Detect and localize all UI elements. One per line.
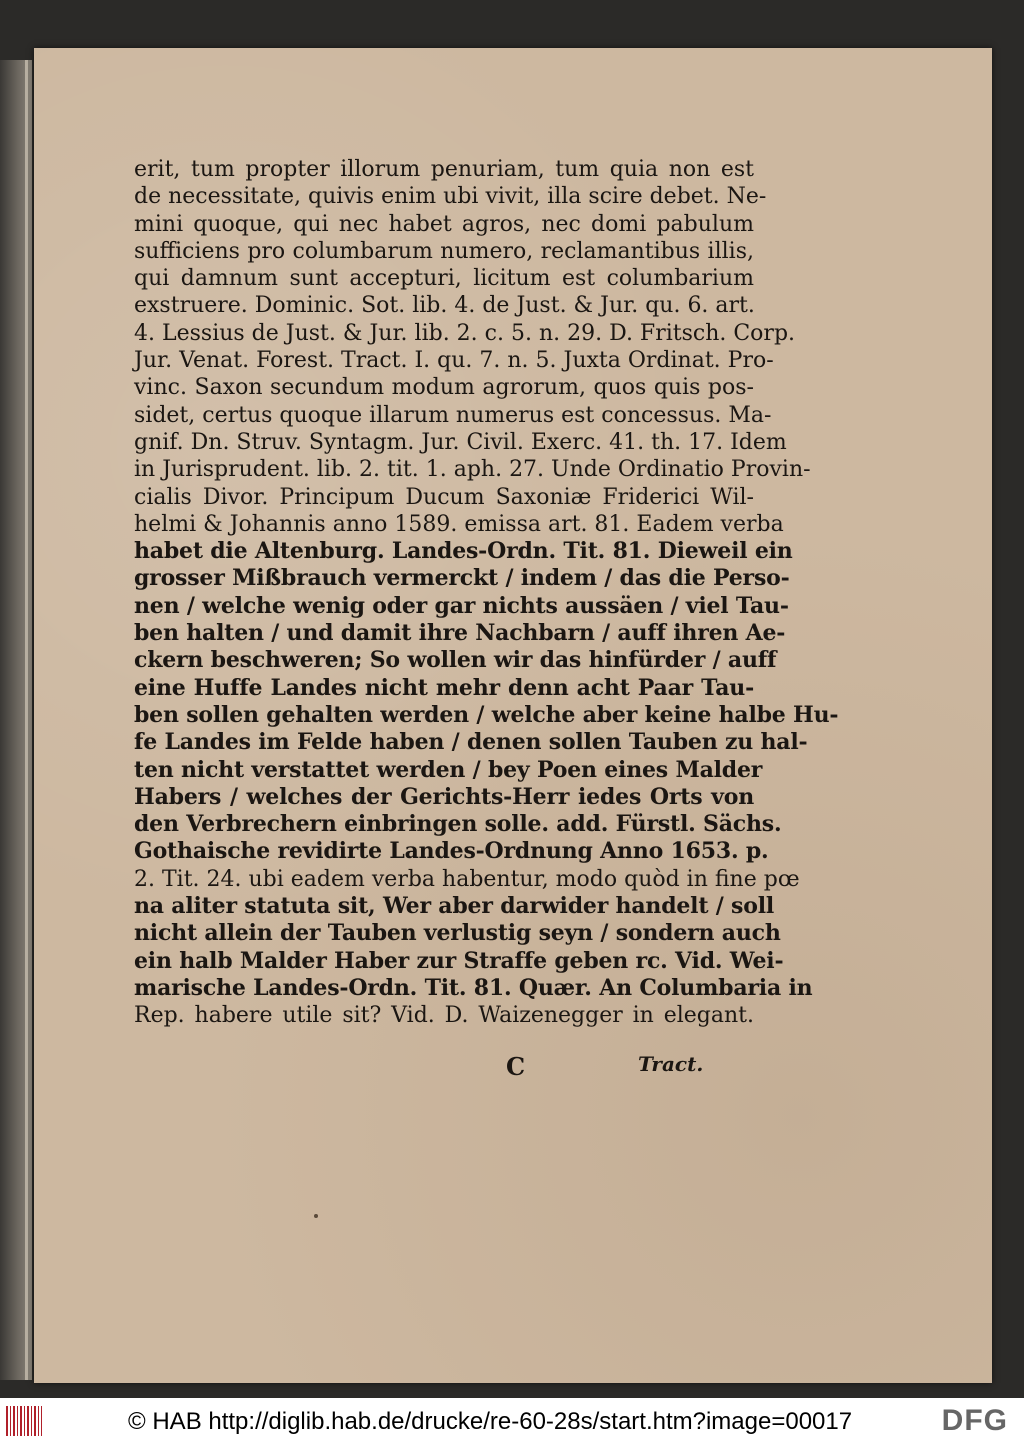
text-line: sufficiens pro columbarum numero, reclamantibus illis, — [134, 238, 754, 264]
text-line: helmi & Johannis anno 1589. emissa art. 81. Eadem verba — [134, 511, 784, 537]
signature-mark: C — [506, 1052, 526, 1081]
text-line: nen / welche wenig oder gar nichts aussäen / viel Tau- — [134, 592, 789, 619]
text-line: grosser Mißbrauch vermerckt / indem / das die Perso- — [134, 565, 790, 592]
text-line: eine Huffe Landes nicht mehr denn acht Paar Tau- — [134, 674, 754, 701]
book-page — [34, 48, 992, 1383]
text-line: na aliter statuta sit, Wer aber darwider handelt / soll — [134, 893, 775, 920]
text-line: erit, tum propter illorum penuriam, tum quia non est — [134, 157, 754, 182]
text-line: gnif. Dn. Struv. Syntagm. Jur. Civil. Exerc. 41. th. 17. Idem — [134, 429, 787, 455]
barcode-icon — [6, 1406, 42, 1436]
text-line: mini quoque, qui nec habet agros, nec domi pabulum — [134, 211, 754, 237]
text-line: ckern beschweren; So wollen wir das hinfürder / auff — [134, 647, 777, 674]
text-line: ten nicht verstattet werden / bey Poen eines Malder — [134, 756, 763, 783]
text-line: ben halten / und damit ihre Nachbarn / auff ihren Ae- — [134, 620, 786, 647]
text-line: den Verbrechern einbringen solle. add. Fürstl. Sächs. — [134, 811, 782, 838]
text-line: exstruere. Dominic. Sot. lib. 4. de Just. & Jur. qu. 6. art. — [134, 293, 755, 319]
text-line: 4. Lessius de Just. & Jur. lib. 2. c. 5. n. 29. D. Fritsch. Corp. — [134, 320, 796, 346]
text-line: Rep. habere utile sit? Vid. D. Waizenegger in elegant. — [134, 1003, 754, 1029]
text-line: ein halb Malder Haber zur Straffe geben rc. Vid. Wei- — [134, 947, 784, 974]
text-line: sidet, certus quoque illarum numerus est concessus. Ma- — [134, 402, 772, 428]
text-line: Jur. Venat. Forest. Tract. I. qu. 7. n. 5. Juxta Ordinat. Pro- — [134, 348, 774, 374]
dfg-logo: DFG — [941, 1404, 1008, 1437]
text-line: Habers / welches der Gerichts-Herr iedes Orts von — [134, 783, 754, 810]
adjacent-page-edge — [0, 60, 32, 1380]
text-line: marische Landes-Ordn. Tit. 81. Quær. An Columbaria in — [134, 974, 813, 1001]
page-text — [134, 156, 839, 1030]
footer-bar — [0, 1398, 1024, 1446]
catchword: Tract. — [638, 1052, 704, 1076]
text-line: cialis Divor. Principum Ducum Saxoniæ Friderici Wil- — [134, 484, 754, 510]
paper-speck — [314, 1214, 318, 1218]
footer-credit-link[interactable]: © HAB http://diglib.hab.de/drucke/re-60-28s/start.htm?image=00017 — [128, 1408, 853, 1435]
text-line: fe Landes im Felde haben / denen sollen Tauben zu hal- — [134, 729, 808, 756]
text-line: qui damnum sunt accepturi, licitum est columbarium — [134, 266, 754, 292]
text-line: vinc. Saxon secundum modum agrorum, quos quis pos- — [134, 375, 754, 401]
text-line: 2. Tit. 24. ubi eadem verba habentur, modo quòd in fine pœ — [134, 866, 800, 892]
text-line: in Jurisprudent. lib. 2. tit. 1. aph. 27. Unde Ordinatio Provin- — [134, 457, 811, 483]
text-line: de necessitate, quivis enim ubi vivit, illa scire debet. Ne- — [134, 184, 767, 210]
text-line: habet die Altenburg. Landes-Ordn. Tit. 81. Dieweil ein — [134, 538, 793, 565]
text-line: ben sollen gehalten werden / welche aber keine halbe Hu- — [134, 701, 839, 728]
text-line: Gothaische revidirte Landes-Ordnung Anno 1653. p. — [134, 838, 769, 865]
text-line: nicht allein der Tauben verlustig seyn / sondern auch — [134, 920, 781, 947]
